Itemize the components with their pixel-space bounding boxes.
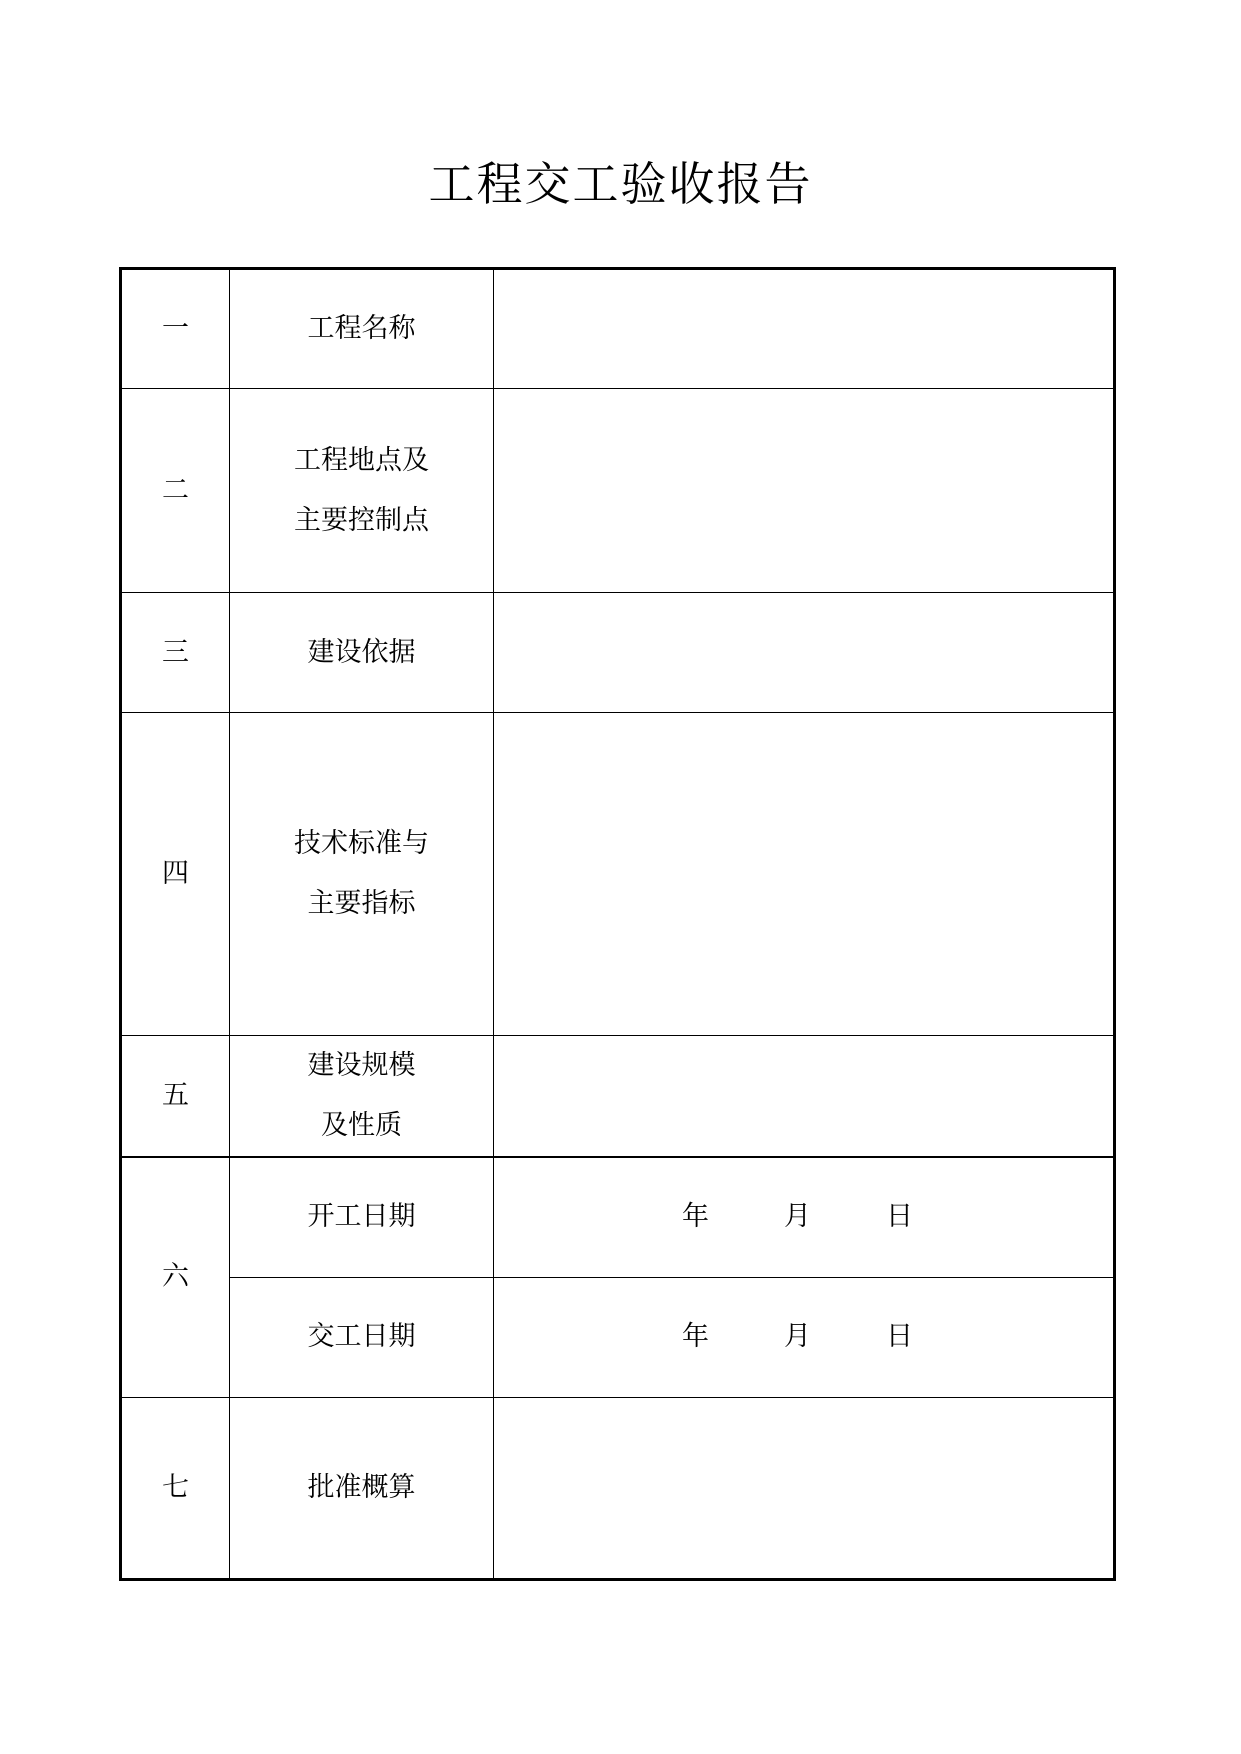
approved-budget-field[interactable] [494,1397,1115,1579]
row-label: 批准概算 [230,1397,494,1579]
row-construction-basis [121,593,1115,713]
row-label: 开工日期 [230,1157,494,1277]
row-approved-budget [121,1397,1115,1579]
row-label: 建设规模 及性质 [230,1036,494,1158]
row-number: 一 [121,269,230,389]
row-label: 工程名称 [230,269,494,389]
row-label: 交工日期 [230,1277,494,1397]
row-label: 工程地点及 主要控制点 [230,389,494,593]
row-technical-standards [121,713,1115,1036]
month-label: 月 [784,1201,811,1233]
row-project-name [121,269,1115,389]
year-label: 年 [682,1201,709,1233]
row-label: 技术标准与 主要指标 [230,713,494,1036]
row-label: 建设依据 [230,593,494,713]
start-date-field[interactable] [494,1157,1115,1277]
month-label: 月 [784,1321,811,1352]
row-completion-date [121,1277,1115,1397]
year-label: 年 [682,1321,709,1352]
row-number: 六 [121,1157,230,1397]
row-construction-scale [121,1036,1115,1158]
project-name-field[interactable] [494,269,1115,389]
construction-basis-field[interactable] [494,593,1115,713]
row-number: 二 [121,389,230,593]
completion-date-field[interactable] [494,1277,1115,1397]
construction-scale-field[interactable] [494,1036,1115,1158]
day-label: 日 [886,1321,913,1352]
page-title: 工程交工验收报告 [428,157,813,211]
technical-standards-field[interactable] [494,713,1115,1036]
row-project-location [121,389,1115,593]
report-form-table [119,267,1116,1581]
row-number: 三 [121,593,230,713]
day-label: 日 [886,1201,913,1233]
row-number: 五 [121,1036,230,1158]
project-location-field[interactable] [494,389,1115,593]
row-start-date [121,1157,1115,1277]
row-number: 四 [121,713,230,1036]
row-number: 七 [121,1397,230,1579]
